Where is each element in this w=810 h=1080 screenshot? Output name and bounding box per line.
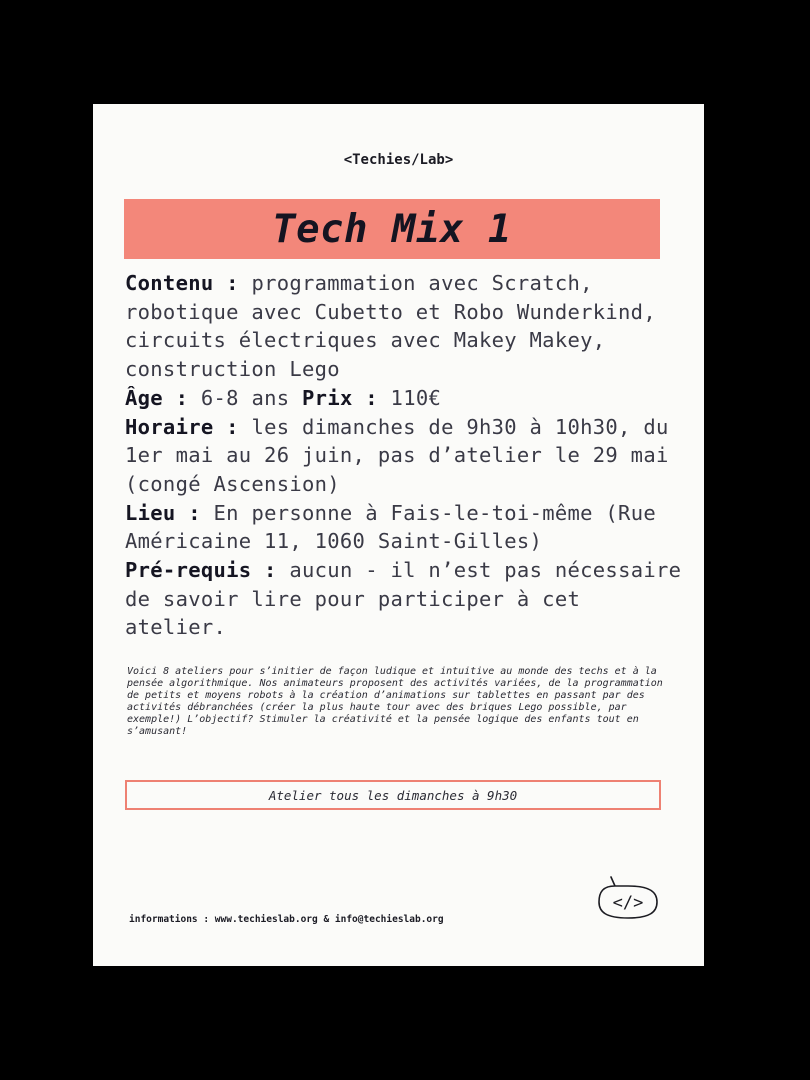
code-glyph: </> — [612, 893, 644, 913]
schedule-text: Atelier tous les dimanches à 9h30 — [268, 787, 518, 803]
prix-value: 110€ — [390, 385, 442, 410]
details-section — [125, 269, 685, 642]
contenu-line — [125, 269, 685, 384]
horaire-value: les dimanches de 9h30 à 10h30, du 1er mai au 26 juin, pas d’atelier le 29 mai (congé Ascension) — [125, 414, 669, 496]
title-banner — [124, 199, 660, 259]
prerequis-line — [125, 556, 685, 642]
horaire-line — [125, 413, 685, 499]
contenu-value: programmation avec Scratch, robotique avec Cubetto et Robo Wunderkind, circuits électriques avec Makey Makey, construction Lego — [125, 271, 656, 382]
flyer-card — [93, 104, 704, 966]
footer-info: informations : www.techieslab.org & info@techieslab.org — [129, 914, 444, 925]
page-title: Tech Mix 1 — [272, 206, 512, 252]
schedule-box — [125, 780, 661, 810]
lieu-line — [125, 499, 685, 556]
age-price-line — [125, 384, 685, 413]
horaire-label: Horaire : — [125, 414, 239, 439]
description-paragraph: Voici 8 ateliers pour s’initier de façon ludique et intuitive au monde des techs et à la pensée algorithmique. Nos animateurs proposent des activités variées, de la programmation de petits et moyens robots à la création d’animations sur tablettes en passant par des activités débranchées (créer la plus haute tour avec des briques Lego possible, par exemple!) L’objectif? Stimuler la créativité et la pensée logique des enfants tout en s’amusant! — [127, 666, 663, 737]
contenu-label: Contenu : — [125, 271, 239, 295]
prix-label: Prix : — [302, 385, 378, 410]
brand-name: <Techies/Lab> — [343, 152, 454, 168]
lieu-value: En personne à Fais-le-toi-même (Rue Américaine 11, 1060 Saint-Gilles) — [125, 500, 656, 554]
age-value: 6-8 ans — [200, 385, 290, 410]
age-label: Âge : — [125, 385, 189, 410]
lieu-label: Lieu : — [125, 500, 201, 525]
prerequis-label: Pré-requis : — [125, 558, 277, 583]
prerequis-value: aucun - il n’est pas nécessaire de savoir lire pour participer à cet atelier. — [125, 558, 682, 640]
code-speech-bubble-icon — [593, 872, 663, 926]
